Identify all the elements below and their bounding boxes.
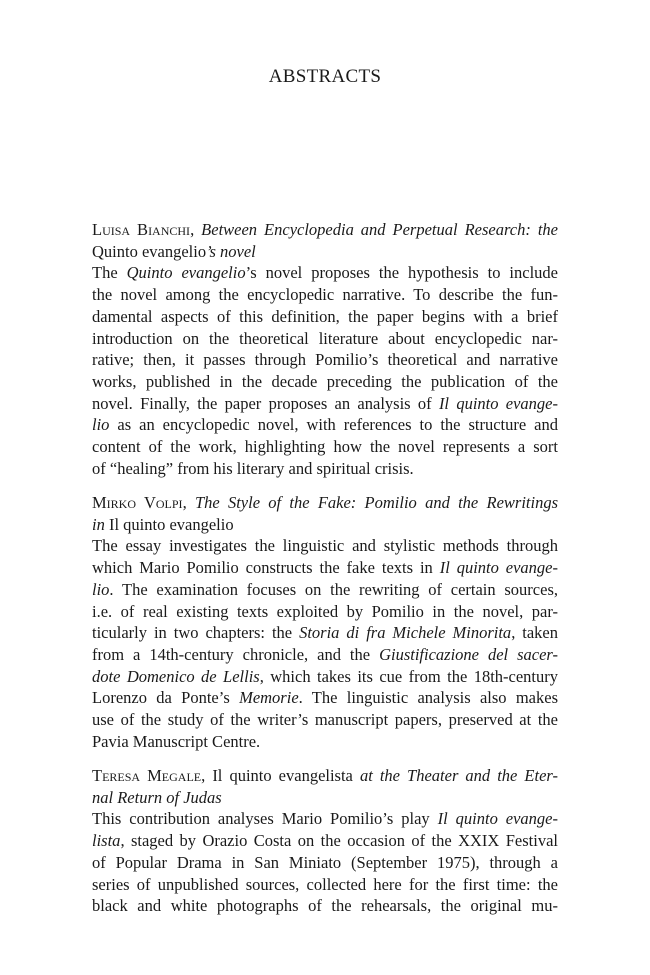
text-segment: use of the study of the writer’s manuscript papers, preserved at the — [92, 710, 558, 730]
abstract-heading — [92, 492, 558, 535]
abstract-body-line — [92, 874, 558, 896]
abstract-heading-line — [92, 765, 558, 787]
abstract-body — [92, 262, 558, 479]
text-segment: , — [190, 220, 202, 239]
abstract-heading-line — [92, 787, 558, 809]
text-segment: Quinto evangelio — [126, 263, 246, 283]
text-segment: as an encyclopedic novel, with references to the structure and — [109, 415, 558, 435]
text-segment: Between Encyclopedia and Perpetual Research: the — [201, 220, 558, 239]
abstract-body-line — [92, 349, 558, 371]
abstract-heading — [92, 765, 558, 808]
text-segment: at the Theater and the Eter- — [359, 766, 558, 785]
text-segment: Giustificazione del sacer- — [379, 644, 558, 664]
text-segment: lista — [92, 831, 121, 851]
text-segment: The Style of the Fake: Pomilio and the Rewritings — [194, 493, 559, 512]
text-segment: Pavia Manuscript Centre. — [92, 731, 261, 751]
text-segment: of Popular Drama in San Miniato (September 1975), through a — [92, 852, 558, 872]
text-segment: of “healing” from his literary and spiritual crisis. — [92, 458, 414, 478]
abstract-body-line — [92, 262, 558, 284]
abstract-body-line — [92, 458, 558, 480]
abstract-body-line — [92, 328, 558, 350]
abstract-body-line — [92, 709, 558, 731]
text-segment: Storia di fra Michele Minorita — [299, 623, 512, 643]
text-segment: Il quinto evange- — [437, 809, 558, 829]
abstract-body-line — [92, 601, 558, 623]
author-name: Teresa Megale — [92, 766, 202, 785]
text-segment: , taken — [511, 623, 559, 643]
text-segment: Memorie — [239, 688, 299, 708]
text-segment: series of unpublished sources, collected here for the first time: the — [92, 874, 558, 894]
text-segment: works, published in the decade preceding the publication of the — [92, 371, 558, 391]
abstract-body-line — [92, 666, 558, 688]
abstract-body-line — [92, 557, 558, 579]
abstract-body-line — [92, 284, 558, 306]
author-name: Luisa Bianchi — [92, 220, 191, 239]
text-segment: content of the work, highlighting how the novel represents a sort — [92, 437, 558, 457]
abstract-body-line — [92, 306, 558, 328]
text-segment: , — [182, 493, 195, 512]
abstract-body-line — [92, 852, 558, 874]
text-segment: which Mario Pomilio constructs the fake texts in — [92, 558, 440, 578]
abstract-entry — [92, 765, 558, 917]
abstract-body-line — [92, 830, 558, 852]
text-segment: The — [92, 263, 127, 283]
page-title: ABSTRACTS — [268, 66, 382, 87]
text-segment: ’s novel proposes the hypothesis to include — [245, 263, 558, 283]
text-segment: dote Domenico de Lellis — [92, 666, 260, 686]
abstract-body — [92, 808, 558, 917]
text-segment: , staged by Orazio Costa on the occasion of the XXIX Festival — [120, 831, 558, 851]
abstract-body-line — [92, 644, 558, 666]
text-segment: damental aspects of this definition, the paper begins with a brief — [92, 306, 558, 326]
text-segment: Quinto evangelio — [92, 241, 207, 261]
abstract-heading-line — [92, 241, 558, 263]
text-segment: in — [92, 514, 109, 534]
abstract-body-line — [92, 579, 558, 601]
author-name: Mirko Volpi — [92, 493, 183, 512]
text-segment: . The linguistic analysis also makes — [298, 688, 558, 708]
text-segment: the novel among the encyclopedic narrative. To describe the fun- — [92, 285, 558, 305]
abstract-body-line — [92, 808, 558, 830]
text-segment: This contribution analyses Mario Pomilio’s play — [92, 809, 438, 829]
text-segment: black and white photographs of the rehearsals, the original mu- — [92, 896, 558, 916]
abstract-heading-line — [92, 514, 558, 536]
text-segment: introduction on the theoretical literature about encyclopedic nar- — [92, 328, 558, 348]
abstract-body-line — [92, 535, 558, 557]
abstract-body-line — [92, 895, 558, 917]
abstract-body-line — [92, 436, 558, 458]
text-segment: rative; then, it passes through Pomilio’s theoretical and narrative — [92, 350, 558, 370]
text-segment: ’s novel — [206, 241, 256, 261]
abstract-entry — [92, 219, 558, 479]
abstract-heading — [92, 219, 558, 262]
text-segment: , which takes its cue from the 18th-century — [259, 666, 559, 686]
text-segment: from a 14th-century chronicle, and the — [92, 644, 380, 664]
text-segment: . The examination focuses on the rewriting of certain sources, — [109, 579, 558, 599]
text-segment: novel. Finally, the paper proposes an analysis of — [92, 393, 439, 413]
abstract-heading-line — [92, 492, 558, 514]
abstract-body-line — [92, 687, 558, 709]
abstract-body-line — [92, 622, 558, 644]
text-segment: Il quinto evange- — [439, 558, 558, 578]
abstract-body — [92, 535, 558, 752]
text-segment: lio — [92, 415, 110, 435]
abstract-body-line — [92, 393, 558, 415]
abstract-body-line — [92, 731, 558, 753]
text-segment: The essay investigates the linguistic and stylistic methods through — [92, 536, 558, 556]
text-segment: Il quinto evange- — [438, 393, 558, 413]
abstract-body-line — [92, 414, 558, 436]
text-segment: Il quinto evangelio — [108, 514, 234, 534]
text-segment: , Il quinto evangelista — [201, 766, 360, 785]
text-segment: nal Return of Judas — [92, 787, 222, 807]
abstract-body-line — [92, 371, 558, 393]
text-segment: lio — [92, 579, 110, 599]
text-segment: ticularly in two chapters: the — [92, 623, 300, 643]
text-segment: Lorenzo da Ponte’s — [92, 688, 240, 708]
text-segment: i.e. of real existing texts exploited by Pomilio in the novel, par- — [92, 601, 558, 621]
abstract-entry — [92, 492, 558, 752]
abstract-heading-line — [92, 219, 558, 241]
